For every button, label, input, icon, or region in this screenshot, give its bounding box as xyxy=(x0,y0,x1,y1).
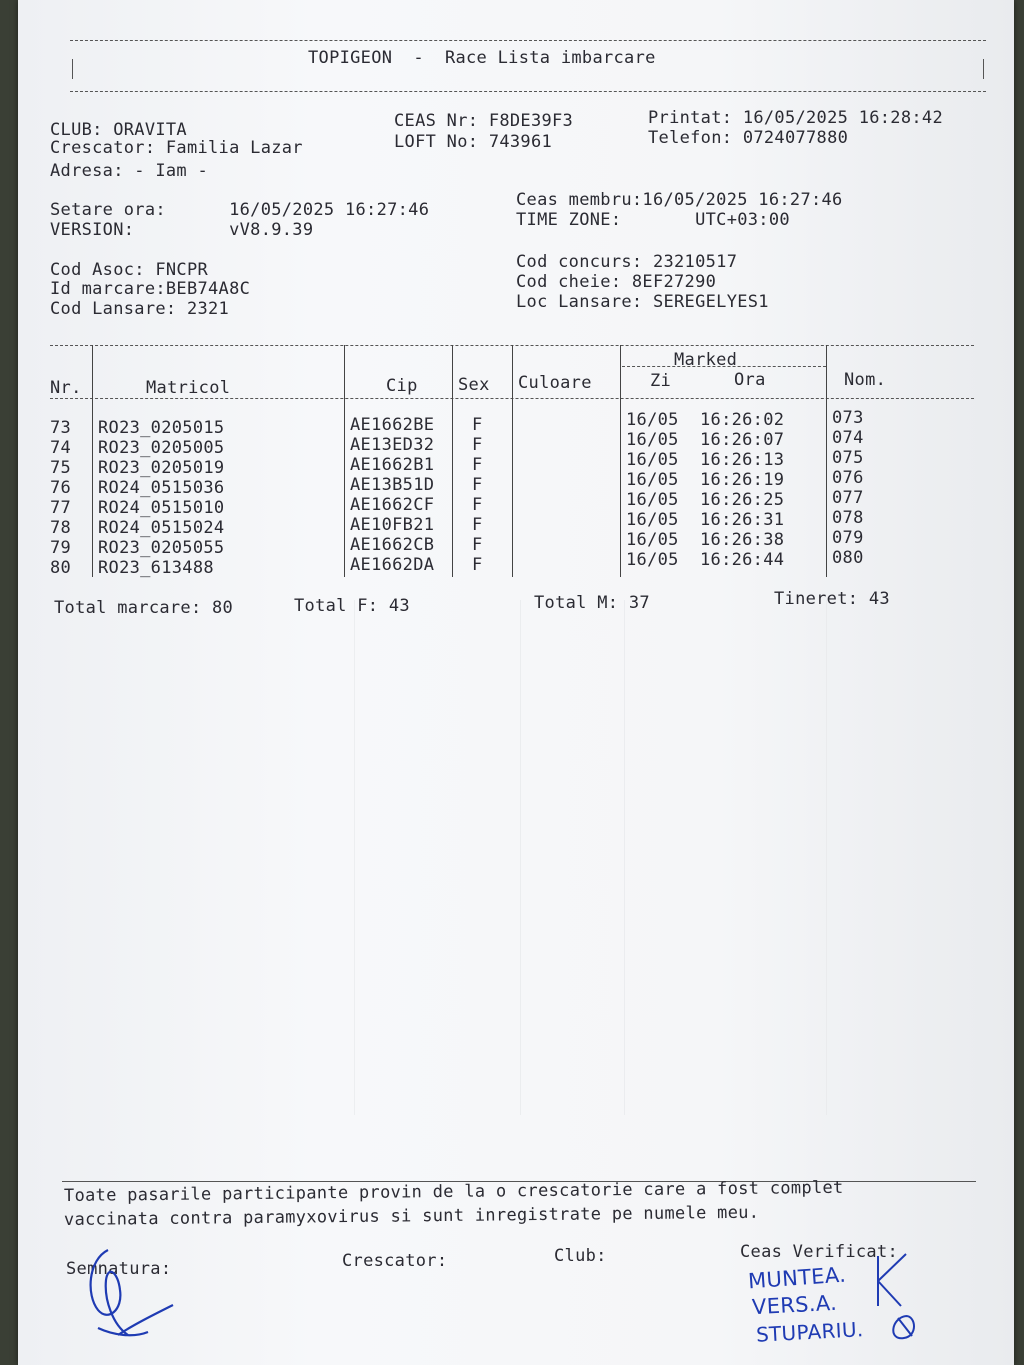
cell-nom: 074 xyxy=(832,428,864,448)
ceas-membru: Ceas membru:16/05/2025 16:27:46 xyxy=(516,190,843,210)
ceas-verificat-label: Ceas Verificat: xyxy=(740,1242,899,1262)
page-title: TOPIGEON - Race Lista imbarcare xyxy=(308,48,656,68)
version: VERSION: vV8.9.39 xyxy=(50,220,314,240)
cell-ora: 16:26:44 xyxy=(700,550,785,570)
col-cip: Cip xyxy=(386,376,418,396)
cell-zi: 16/05 xyxy=(626,530,679,550)
cell-ora: 16:26:31 xyxy=(700,510,785,530)
col-culoare: Culoare xyxy=(518,373,592,393)
cell-matricol: RO23_0205005 xyxy=(98,438,225,458)
col-sex: Sex xyxy=(458,375,490,395)
cell-ora: 16:26:02 xyxy=(700,410,785,430)
handwritten-name-3: STUPARIU. xyxy=(755,1317,865,1347)
cell-nr: 79 xyxy=(50,538,72,558)
cell-nr: 76 xyxy=(50,478,72,498)
cell-nr: 80 xyxy=(50,558,72,578)
cell-zi: 16/05 xyxy=(626,490,679,510)
cell-cip: AE13ED32 xyxy=(350,435,435,455)
cell-sex: F xyxy=(472,475,483,495)
crescator: Crescator: Familia Lazar xyxy=(50,138,303,158)
crescator-label: Crescator: xyxy=(342,1251,448,1271)
cell-sex: F xyxy=(472,515,483,535)
cell-matricol: RO24_0515024 xyxy=(98,518,225,538)
cell-cip: AE1662B1 xyxy=(350,455,435,475)
cell-nr: 74 xyxy=(50,438,72,458)
cell-zi: 16/05 xyxy=(626,550,679,570)
col-ora: Ora xyxy=(734,370,766,390)
bleed-through-ghost xyxy=(348,600,878,1120)
initials-mark xyxy=(866,1246,926,1346)
cell-cip: AE1662CF xyxy=(350,495,435,515)
total-f: Total F: 43 xyxy=(294,596,410,616)
cell-ora: 16:26:07 xyxy=(700,430,785,450)
cell-cip: AE13B51D xyxy=(350,475,435,495)
cell-cip: AE10FB21 xyxy=(350,515,435,535)
cell-nom: 075 xyxy=(832,448,864,468)
col-nr: Nr. xyxy=(50,378,82,398)
statement-line-2: vaccinata contra paramyxovirus si sunt inregistrate pe numele meu. xyxy=(63,1202,760,1230)
cell-ora: 16:26:38 xyxy=(700,530,785,550)
cell-sex: F xyxy=(472,495,483,515)
cell-zi: 16/05 xyxy=(626,430,679,450)
ceas-nr: CEAS Nr: F8DE39F3 xyxy=(394,111,574,131)
club-label: Club: xyxy=(554,1246,607,1266)
id-marcare: Id marcare:BEB74A8C xyxy=(50,279,251,299)
cell-matricol: RO24_0515036 xyxy=(98,478,225,498)
cell-sex: F xyxy=(472,415,483,435)
cell-ora: 16:26:13 xyxy=(700,450,785,470)
cell-sex: F xyxy=(472,535,483,555)
cod-cheie: Cod cheie: 8EF27290 xyxy=(516,272,717,292)
loc-lansare: Loc Lansare: SEREGELYES1 xyxy=(516,292,769,312)
col-matricol: Matricol xyxy=(146,378,231,398)
printat: Printat: 16/05/2025 16:28:42 xyxy=(648,108,943,128)
cell-matricol: RO24_0515010 xyxy=(98,498,225,518)
cell-zi: 16/05 xyxy=(626,510,679,530)
col-marked: Marked xyxy=(674,350,738,370)
col-nom: Nom. xyxy=(844,370,887,390)
cell-nom: 079 xyxy=(832,528,864,548)
telefon: Telefon: 0724077880 xyxy=(648,128,849,148)
loft-no: LOFT No: 743961 xyxy=(394,132,553,152)
cell-nr: 77 xyxy=(50,498,72,518)
cell-sex: F xyxy=(472,555,483,575)
adresa: Adresa: - Iam - xyxy=(50,161,209,181)
club: CLUB: ORAVITA xyxy=(50,120,187,140)
cell-cip: AE1662DA xyxy=(350,555,435,575)
cell-zi: 16/05 xyxy=(626,410,679,430)
cell-cip: AE1662BE xyxy=(350,415,435,435)
cell-ora: 16:26:19 xyxy=(700,470,785,490)
cell-nr: 73 xyxy=(50,418,72,438)
total-m: Total M: 37 xyxy=(534,593,650,613)
cod-lansare: Cod Lansare: 2321 xyxy=(50,299,230,319)
cell-matricol: RO23_613488 xyxy=(98,558,214,578)
cell-nr: 75 xyxy=(50,458,72,478)
handwritten-name-2: VERS.A. xyxy=(751,1290,838,1320)
statement-line-1: Toate pasarile participante provin de la o crescatorie care a fost complet xyxy=(63,1177,844,1206)
cell-nom: 080 xyxy=(832,548,864,568)
cell-sex: F xyxy=(472,435,483,455)
cell-matricol: RO23_0205015 xyxy=(98,418,225,438)
cell-zi: 16/05 xyxy=(626,470,679,490)
signature-mark xyxy=(78,1240,188,1345)
cell-zi: 16/05 xyxy=(626,450,679,470)
cod-asoc: Cod Asoc: FNCPR xyxy=(50,260,209,280)
total-marcare: Total marcare: 80 xyxy=(54,598,234,618)
cell-cip: AE1662CB xyxy=(350,535,435,555)
cell-nr: 78 xyxy=(50,518,72,538)
col-zi: Zi xyxy=(650,371,672,391)
cell-nom: 076 xyxy=(832,468,864,488)
setare-ora: Setare ora: 16/05/2025 16:27:46 xyxy=(50,200,430,220)
cell-nom: 077 xyxy=(832,488,864,508)
printout-paper xyxy=(18,0,1014,1365)
time-zone: TIME ZONE: UTC+03:00 xyxy=(516,210,790,230)
cell-sex: F xyxy=(472,455,483,475)
semnatura-label: Semnatura: xyxy=(66,1259,172,1279)
cell-matricol: RO23_0205055 xyxy=(98,538,225,558)
handwritten-name-1: MUNTEA. xyxy=(747,1262,847,1294)
cell-ora: 16:26:25 xyxy=(700,490,785,510)
cod-concurs: Cod concurs: 23210517 xyxy=(516,252,738,272)
cell-nom: 073 xyxy=(832,408,864,428)
cell-matricol: RO23_0205019 xyxy=(98,458,225,478)
tineret: Tineret: 43 xyxy=(774,589,890,609)
cell-nom: 078 xyxy=(832,508,864,528)
